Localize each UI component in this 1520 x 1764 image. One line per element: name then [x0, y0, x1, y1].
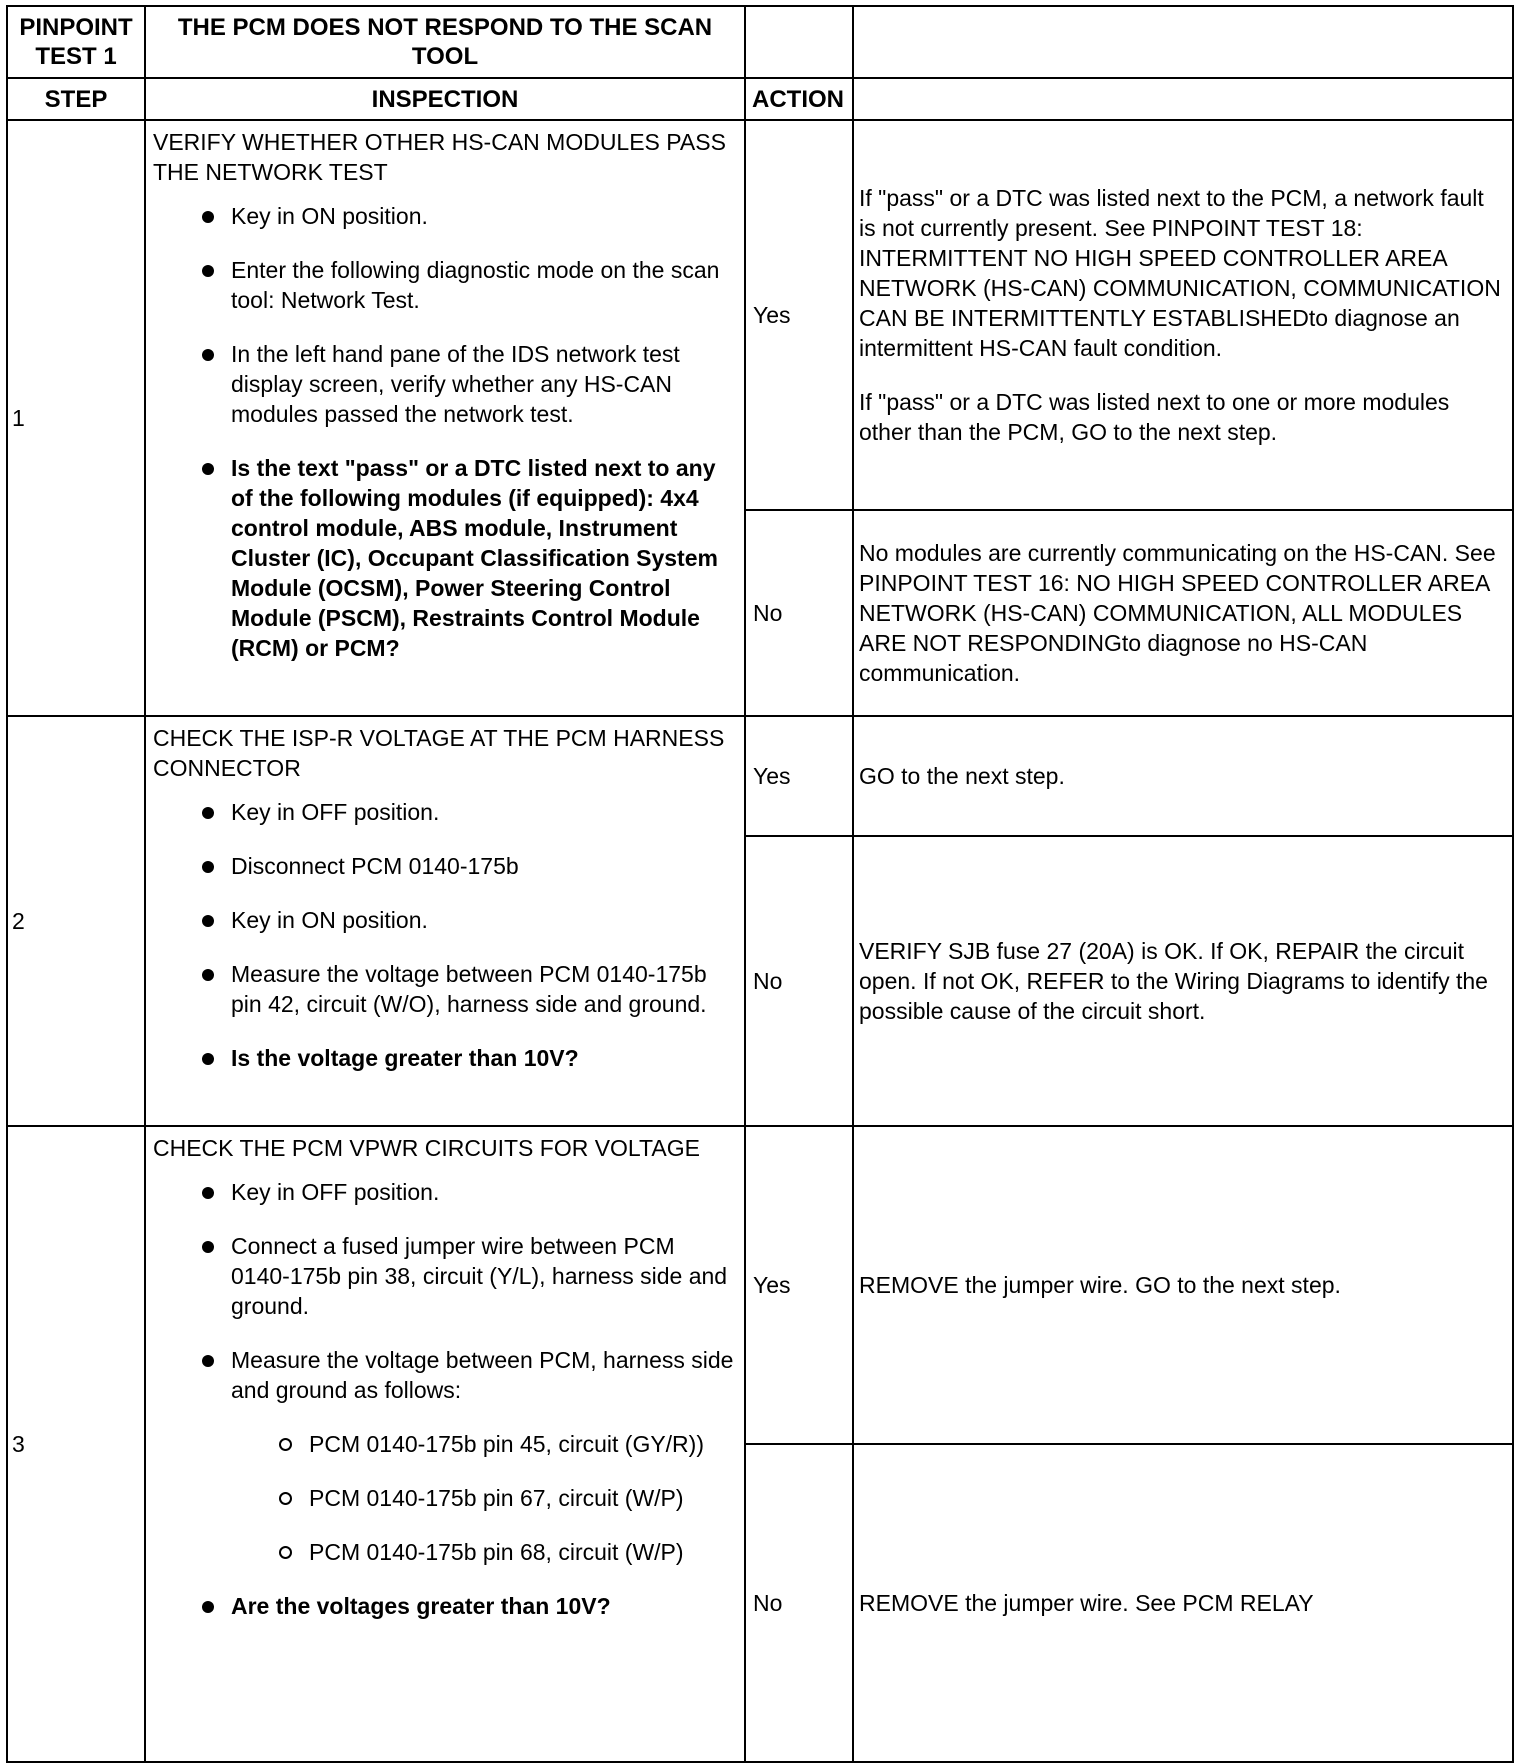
list-item: Key in ON position.: [153, 201, 737, 231]
step-3-no-result: REMOVE the jumper wire. See PCM RELAY: [853, 1444, 1513, 1762]
list-item: Connect a fused jumper wire between PCM 0140-175b pin 38, circuit (Y/L), harness side and ground.: [153, 1231, 737, 1321]
list-item: Measure the voltage between PCM 0140-175b pin 42, circuit (W/O), harness side and ground.: [153, 959, 737, 1019]
test-title: THE PCM DOES NOT RESPOND TO THE SCAN TOOL: [145, 6, 745, 78]
col-step-header: STEP: [7, 78, 145, 120]
step-2-no-result: VERIFY SJB fuse 27 (20A) is OK. If OK, REPAIR the circuit open. If not OK, REFER to the Wiring Diagrams to identify the possible cause of the circuit short.: [853, 836, 1513, 1126]
list-item: Enter the following diagnostic mode on the scan tool: Network Test.: [153, 255, 737, 315]
step-3-yes-row: [7, 1126, 1513, 1444]
col-blank-header: [853, 78, 1513, 120]
sub-list-item: PCM 0140-175b pin 68, circuit (W/P): [231, 1537, 737, 1567]
no-label: No: [745, 836, 853, 1126]
step-3-bullet-list: [153, 1177, 737, 1621]
bullet-icon: [202, 807, 214, 819]
yes-label: Yes: [745, 716, 853, 836]
circle-bullet-icon: [279, 1546, 292, 1559]
step-2-bullet-list: [153, 797, 737, 1073]
step-number: 3: [7, 1126, 145, 1762]
list-item: Key in OFF position.: [153, 797, 737, 827]
list-item: Key in ON position.: [153, 905, 737, 935]
no-label: No: [745, 510, 853, 716]
step-2-yes-row: [7, 716, 1513, 836]
col-inspection-header: INSPECTION: [145, 78, 745, 120]
step-1-yes-result: If "pass" or a DTC was listed next to the PCM, a network fault is not currently present. See PINPOINT TEST 18: INTERMITTENT NO HIGH SPEED CONTROLLER AREA NETWORK (HS-CAN) COMMUNICATION, COMMUNICATION CAN BE INTERMITTENTLY ESTABLISHEDto diagnose an intermittent HS-CAN fault condition. If "pass" or a DTC was listed next to one or more modules other than the PCM, GO to the next step.: [853, 120, 1513, 510]
step-2-title: CHECK THE ISP-R VOLTAGE AT THE PCM HARNESS CONNECTOR: [153, 725, 725, 781]
pinpoint-label: PINPOINT TEST 1: [7, 6, 145, 78]
bullet-icon: [202, 915, 214, 927]
yes-label: Yes: [745, 120, 853, 510]
step-1-yes-row: [7, 120, 1513, 510]
step-1-title: VERIFY WHETHER OTHER HS-CAN MODULES PASS THE NETWORK TEST: [153, 129, 726, 185]
bullet-icon: [202, 1355, 214, 1367]
title-blank-cell-2: [853, 6, 1513, 78]
bullet-icon: [202, 861, 214, 873]
bullet-icon: [202, 463, 214, 475]
bullet-icon: [202, 969, 214, 981]
step-number: 2: [7, 716, 145, 1126]
list-item: Disconnect PCM 0140-175b: [153, 851, 737, 881]
step-2-inspection: [145, 716, 745, 1126]
col-action-header: ACTION: [745, 78, 853, 120]
title-blank-cell: [745, 6, 853, 78]
step-1-inspection: [145, 120, 745, 716]
step-1-question: Is the text "pass" or a DTC listed next to any of the following modules (if equipped): 4x4 control module, ABS module, Instrument Cluster (IC), Occupant Classification System Module (OCSM), Power Steering Control Module (PSCM), Restraints Control Module (RCM) or PCM?: [153, 453, 737, 663]
sub-list-item: PCM 0140-175b pin 45, circuit (GY/R)): [231, 1429, 737, 1459]
list-item: Key in OFF position.: [153, 1177, 737, 1207]
circle-bullet-icon: [279, 1438, 292, 1451]
circle-bullet-icon: [279, 1492, 292, 1505]
step-2-yes-result: GO to the next step.: [853, 716, 1513, 836]
step-1-bullet-list: [153, 201, 737, 663]
pinpoint-test-table: [6, 5, 1514, 1763]
step-number: 1: [7, 120, 145, 716]
no-label: No: [745, 1444, 853, 1762]
step-3-title: CHECK THE PCM VPWR CIRCUITS FOR VOLTAGE: [153, 1135, 700, 1161]
bullet-icon: [202, 1053, 214, 1065]
step-1-no-result: No modules are currently communicating on the HS-CAN. See PINPOINT TEST 16: NO HIGH SPEED CONTROLLER AREA NETWORK (HS-CAN) COMMUNICATION, ALL MODULES ARE NOT RESPONDINGto diagnose no HS-CAN communication.: [853, 510, 1513, 716]
step-3-question: Are the voltages greater than 10V?: [153, 1591, 737, 1621]
column-header-row: [7, 78, 1513, 120]
step-3-sub-list: [231, 1429, 737, 1567]
step-3-yes-result: REMOVE the jumper wire. GO to the next step.: [853, 1126, 1513, 1444]
bullet-icon: [202, 265, 214, 277]
step-2-question: Is the voltage greater than 10V?: [153, 1043, 737, 1073]
bullet-icon: [202, 1187, 214, 1199]
list-item: In the left hand pane of the IDS network test display screen, verify whether any HS-CAN modules passed the network test.: [153, 339, 737, 429]
list-item: Measure the voltage between PCM, harness side and ground as follows: PCM 0140-175b pin 45, circuit (GY/R)) PCM 0140-175b pin 67, circuit (W/P) PCM 0140-175b pin 68, circuit (W/P): [153, 1345, 737, 1567]
yes-label: Yes: [745, 1126, 853, 1444]
step-3-inspection: [145, 1126, 745, 1762]
bullet-icon: [202, 349, 214, 361]
bullet-icon: [202, 1241, 214, 1253]
bullet-icon: [202, 211, 214, 223]
bullet-icon: [202, 1601, 214, 1613]
sub-list-item: PCM 0140-175b pin 67, circuit (W/P): [231, 1483, 737, 1513]
title-row: [7, 6, 1513, 78]
